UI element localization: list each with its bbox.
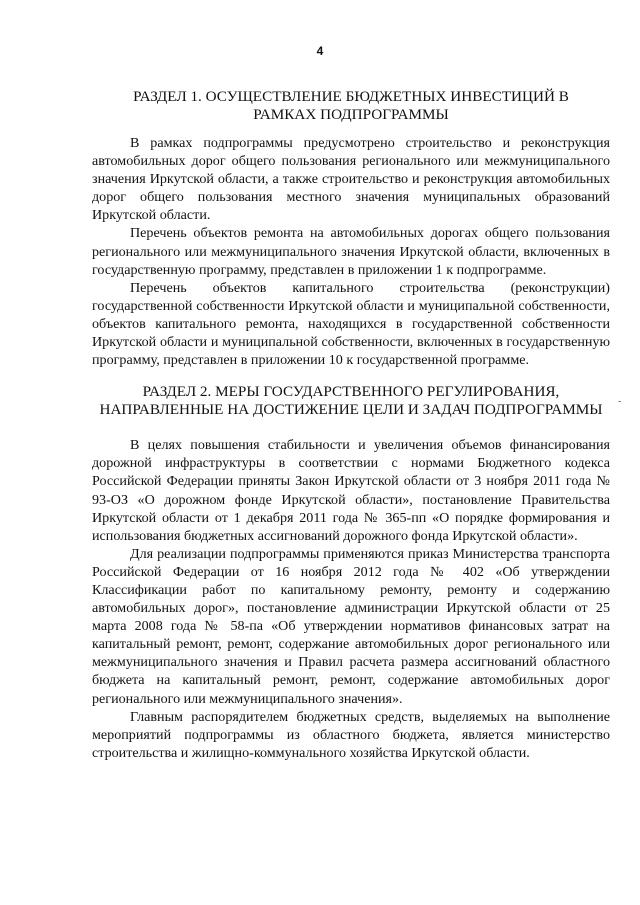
margin-mark: -	[618, 396, 622, 407]
section-2-paragraph-2: Для реализации подпрограммы применяются приказ Министерства транспорта Российской Федерации от 16 ноября 2012 года № 402 «Об утверждении Классификации работ по капитальному ремонту, ремонту и содержанию автомобильных дорог», постановление администрации Иркутской области от 25 марта 2008 года № 58-па «Об утверждении нормативов финансовых затрат на капитальный ремонт, ремонт, содержание автомобильных дорог регионального или межмуниципального значения и Правил расчета размера ассигнований областного бюджета на капитальный ремонт, ремонт, содержание автомобильных дорог регионального или межмуниципального значения».	[92, 545, 610, 707]
section-2-paragraph-1: В целях повышения стабильности и увеличения объемов финансирования дорожной инфраструктуры в соответствии с нормами Бюджетного кодекса Российской Федерации приняты Закон Иркутской области от 3 ноября 2011 года № 93-ОЗ «О дорожном фонде Иркутской области», постановление Правительства Иркутской области от 1 декабря 2011 года № 365-пп «О порядке формирования и использования бюджетных ассигнований дорожного фонда Иркутской области».	[92, 437, 610, 544]
section-1-heading	[92, 88, 610, 124]
section-2-title-line-1: РАЗДЕЛ 2. МЕРЫ ГОСУДАРСТВЕННОГО РЕГУЛИРОВАНИЯ,	[142, 383, 560, 401]
section-2-title-line-2: НАПРАВЛЕННЫЕ НА ДОСТИЖЕНИЕ ЦЕЛИ И ЗАДАЧ ПОДПРОГРАММЫ	[99, 401, 603, 419]
document-body	[92, 88, 610, 762]
section-1-paragraph-2: Перечень объектов ремонта на автомобильных дорогах общего пользования регионального или межмуниципального значения Иркутской области, включенных в государственную программу, представлен в приложении 1 к подпрограмме.	[92, 225, 610, 278]
page-number: 4	[316, 44, 324, 58]
section-1-title-line-1: РАЗДЕЛ 1. ОСУЩЕСТВЛЕНИЕ БЮДЖЕТНЫХ ИНВЕСТИЦИЙ В	[133, 88, 569, 105]
section-1-title-line-2: РАМКАХ ПОДПРОГРАММЫ	[253, 106, 449, 123]
section-2-paragraph-3: Главным распорядителем бюджетных средств, выделяемых на выполнение мероприятий подпрограммы из областного бюджета, является министерство строительства и жилищно-коммунального хозяйства Иркутской области.	[92, 708, 610, 761]
section-1-paragraph-3: Перечень объектов капитального строительства (реконструкции) государственной собственности Иркутской области и муниципальной собственности, объектов капитального ремонта, находящихся в государственной собственности Иркутской области и муниципальной собственности, включенных в государственную программу, представлен в приложении 10 к государственной программе.	[92, 279, 610, 369]
section-2-heading	[92, 383, 610, 419]
section-1-paragraph-1: В рамках подпрограммы предусмотрено строительство и реконструкция автомобильных дорог общего пользования регионального или межмуниципального значения Иркутской области, а также строительство и реконструкция автомобильных дорог общего пользования местного значения муниципальных образований Иркутской области.	[92, 135, 610, 224]
